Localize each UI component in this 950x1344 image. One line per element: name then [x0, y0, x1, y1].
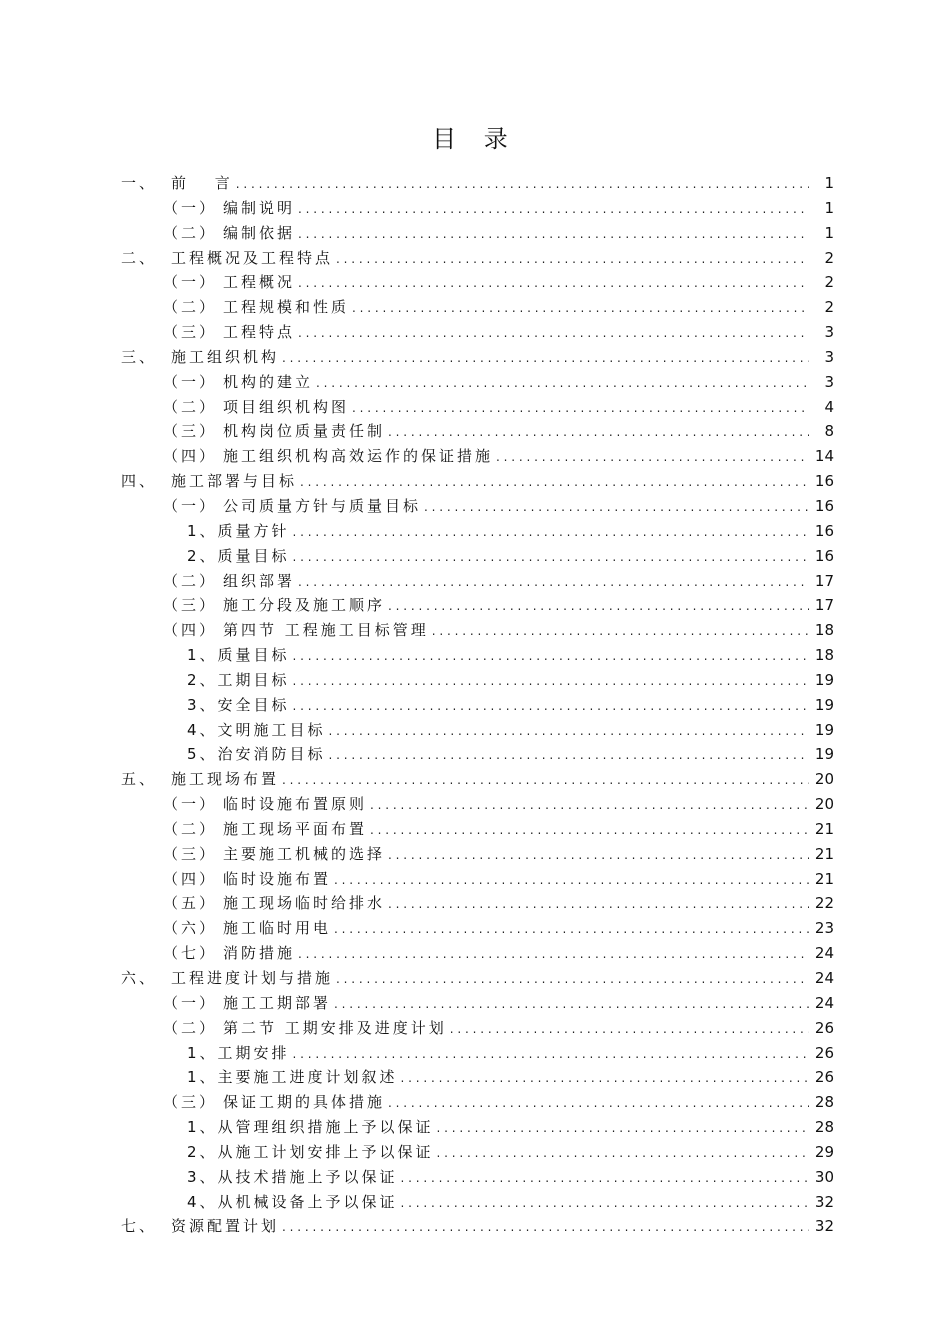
- toc-entry[interactable]: [121, 469, 834, 494]
- toc-entry-title: 编制依据: [223, 223, 296, 242]
- dot-leader: [401, 1066, 809, 1091]
- toc-entry[interactable]: [121, 693, 834, 718]
- toc-entry-page-number: 29: [814, 1142, 834, 1161]
- toc-entry-title: 5、治安消防目标: [187, 745, 326, 764]
- dot-leader: [388, 594, 809, 619]
- toc-entry-marker: （二）: [163, 571, 218, 590]
- toc-entry-marker: （一）: [163, 198, 218, 217]
- toc-entry-marker: （三）: [163, 422, 218, 441]
- toc-entry-page-number: 21: [814, 844, 834, 863]
- toc-entry-title: 施工临时用电: [223, 919, 332, 938]
- toc-entry[interactable]: [121, 916, 834, 941]
- toc-entry-title: 2、工期目标: [187, 670, 290, 689]
- dot-leader: [298, 321, 809, 346]
- toc-entry-page-number: 30: [814, 1167, 834, 1186]
- toc-entry-marker: （七）: [163, 944, 218, 963]
- toc-entry-page-number: 2: [824, 248, 834, 267]
- toc-entry-marker: （六）: [163, 919, 218, 938]
- dot-leader: [334, 992, 809, 1017]
- toc-entry-title: 施工现场临时给排水: [223, 894, 386, 913]
- toc-entry-marker: （二）: [163, 1018, 218, 1037]
- dot-leader: [316, 371, 809, 396]
- toc-entry[interactable]: [121, 246, 834, 271]
- toc-entry-title: 第四节 工程施工目标管理: [223, 621, 429, 640]
- toc-entry-marker: （三）: [163, 596, 218, 615]
- toc-entry-title: 工程特点: [223, 323, 296, 342]
- toc-entry-title: 保证工期的具体措施: [223, 1093, 386, 1112]
- dot-leader: [329, 719, 809, 744]
- toc-entry-title: 工程规模和性质: [223, 298, 350, 317]
- toc-entry-page-number: 19: [814, 720, 834, 739]
- toc-entry[interactable]: [121, 569, 834, 594]
- toc-entry-title: 2、质量目标: [187, 546, 290, 565]
- toc-entry-page-number: 21: [814, 819, 834, 838]
- toc-entry-title: 项目组织机构图: [223, 397, 350, 416]
- toc-entry-marker: （一）: [163, 273, 218, 292]
- toc-entry[interactable]: [121, 395, 834, 420]
- toc-entry-marker: 一、: [121, 174, 158, 192]
- toc-entry[interactable]: [121, 1016, 834, 1041]
- toc-entry[interactable]: [121, 171, 834, 196]
- toc-entry[interactable]: [121, 767, 834, 792]
- toc-entry-title: 1、质量目标: [187, 646, 290, 665]
- toc-entry[interactable]: [121, 1214, 834, 1239]
- toc-entry-marker: 三、: [121, 347, 158, 366]
- dot-leader: [352, 296, 809, 321]
- dot-leader: [352, 396, 809, 421]
- toc-entry[interactable]: [121, 1090, 834, 1115]
- toc-entry-marker: （三）: [163, 323, 218, 342]
- toc-entry-page-number: 26: [814, 1018, 834, 1037]
- toc-entry-page-number: 21: [814, 869, 834, 888]
- toc-entry[interactable]: [121, 295, 834, 320]
- dot-leader: [293, 669, 809, 694]
- toc-entry[interactable]: [121, 370, 834, 395]
- toc-entry-page-number: 18: [814, 646, 834, 665]
- toc-entry[interactable]: [121, 742, 834, 767]
- toc-title: 目 录: [432, 125, 518, 153]
- dot-leader: [336, 247, 809, 272]
- toc-entry-title: 施工分段及施工顺序: [223, 596, 386, 615]
- toc-entry[interactable]: [121, 320, 834, 345]
- dot-leader: [388, 892, 809, 917]
- table-of-contents: [121, 171, 834, 1239]
- toc-entry[interactable]: [121, 345, 834, 370]
- toc-entry-title: 机构岗位质量责任制: [223, 422, 386, 441]
- toc-entry-marker: （一）: [163, 795, 218, 814]
- dot-leader: [496, 445, 809, 470]
- toc-entry-title: 临时设施布置: [223, 869, 332, 888]
- toc-entry-page-number: 2: [824, 298, 834, 317]
- toc-entry-marker: 七、: [121, 1217, 158, 1236]
- toc-entry[interactable]: [121, 221, 834, 246]
- toc-entry[interactable]: [121, 618, 834, 643]
- toc-entry[interactable]: [121, 991, 834, 1016]
- toc-entry-page-number: 19: [814, 670, 834, 689]
- toc-entry-title: 工程概况及工程特点: [171, 248, 334, 267]
- toc-entry-marker: 六、: [121, 969, 158, 987]
- toc-entry-marker: （一）: [163, 372, 218, 391]
- dot-leader: [236, 172, 809, 197]
- toc-entry-page-number: 20: [814, 795, 834, 814]
- toc-entry-marker: （二）: [163, 819, 218, 838]
- toc-entry-page-number: 32: [814, 1192, 834, 1211]
- toc-entry-title: 前 言: [171, 174, 233, 192]
- toc-entry-marker: （五）: [163, 894, 218, 913]
- toc-entry-marker: （二）: [163, 298, 218, 317]
- toc-entry-title: 施工部署与目标: [171, 472, 298, 491]
- toc-entry-page-number: 1: [824, 223, 834, 242]
- toc-entry[interactable]: [121, 1140, 834, 1165]
- dot-leader: [293, 1042, 809, 1067]
- toc-entry-page-number: 8: [824, 422, 834, 441]
- toc-entry-title: 1、质量方针: [187, 521, 290, 540]
- toc-entry-title: 施工现场布置: [171, 770, 280, 789]
- dot-leader: [401, 1191, 809, 1216]
- toc-entry[interactable]: [121, 1065, 834, 1090]
- toc-entry-page-number: 3: [824, 347, 834, 366]
- dot-leader: [388, 420, 809, 445]
- toc-entry-marker: （三）: [163, 1093, 218, 1112]
- toc-entry-page-number: 4: [824, 397, 834, 416]
- toc-entry-page-number: 16: [814, 496, 834, 515]
- toc-entry-marker: 四、: [121, 472, 158, 491]
- toc-entry-page-number: 24: [814, 969, 834, 987]
- dot-leader: [334, 917, 809, 942]
- dot-leader: [401, 1166, 809, 1191]
- toc-entry-page-number: 28: [814, 1093, 834, 1112]
- toc-entry[interactable]: [121, 444, 834, 469]
- toc-entry-page-number: 16: [814, 521, 834, 540]
- dot-leader: [336, 967, 809, 992]
- toc-entry[interactable]: [121, 643, 834, 668]
- toc-entry-title: 1、从管理组织措施上予以保证: [187, 1118, 434, 1137]
- toc-entry-page-number: 26: [814, 1068, 834, 1087]
- toc-entry-marker: （二）: [163, 397, 218, 416]
- toc-entry[interactable]: [121, 494, 834, 519]
- dot-leader: [293, 644, 809, 669]
- dot-leader: [334, 868, 809, 893]
- toc-entry-page-number: 23: [814, 919, 834, 938]
- toc-entry-title: 第二节 工期安排及进度计划: [223, 1018, 447, 1037]
- toc-entry-page-number: 24: [814, 944, 834, 963]
- dot-leader: [370, 818, 809, 843]
- toc-entry-page-number: 16: [814, 472, 834, 491]
- toc-entry-title: 公司质量方针与质量目标: [223, 496, 422, 515]
- toc-entry[interactable]: [121, 270, 834, 295]
- dot-leader: [424, 495, 809, 520]
- toc-entry-title: 施工组织机构: [171, 347, 280, 366]
- toc-entry-page-number: 24: [814, 993, 834, 1012]
- dot-leader: [293, 545, 809, 570]
- dot-leader: [282, 346, 809, 371]
- toc-entry-title: 组织部署: [223, 571, 296, 590]
- toc-entry-page-number: 1: [824, 198, 834, 217]
- toc-entry-marker: （四）: [163, 447, 218, 466]
- dot-leader: [298, 570, 809, 595]
- dot-leader: [293, 694, 809, 719]
- toc-entry-title: 4、从机械设备上予以保证: [187, 1192, 398, 1211]
- toc-entry-title: 消防措施: [223, 944, 296, 963]
- toc-entry[interactable]: [121, 196, 834, 221]
- toc-entry-title: 3、安全目标: [187, 695, 290, 714]
- dot-leader: [388, 843, 809, 868]
- dot-leader: [282, 1215, 809, 1240]
- toc-entry[interactable]: [121, 891, 834, 916]
- toc-entry[interactable]: [121, 941, 834, 966]
- toc-entry-marker: 五、: [121, 770, 158, 789]
- toc-entry[interactable]: [121, 1190, 834, 1215]
- toc-entry-marker: （一）: [163, 496, 218, 515]
- toc-entry-page-number: 3: [824, 372, 834, 391]
- toc-entry[interactable]: [121, 519, 834, 544]
- toc-entry-title: 工程概况: [223, 273, 296, 292]
- toc-entry-marker: 二、: [121, 248, 158, 267]
- toc-entry-page-number: 18: [814, 621, 834, 640]
- toc-entry-marker: （一）: [163, 993, 218, 1012]
- toc-entry-title: 4、文明施工目标: [187, 720, 326, 739]
- dot-leader: [329, 743, 809, 768]
- toc-entry-title: 2、从施工计划安排上予以保证: [187, 1142, 434, 1161]
- toc-entry[interactable]: [121, 718, 834, 743]
- dot-leader: [432, 619, 809, 644]
- toc-entry-marker: （三）: [163, 844, 218, 863]
- toc-entry[interactable]: [121, 593, 834, 618]
- toc-entry-page-number: 19: [814, 745, 834, 764]
- toc-entry-title: 施工组织机构高效运作的保证措施: [223, 447, 494, 466]
- toc-entry[interactable]: [121, 966, 834, 991]
- toc-entry[interactable]: [121, 867, 834, 892]
- toc-entry-page-number: 32: [814, 1217, 834, 1236]
- toc-entry-title: 1、主要施工进度计划叙述: [187, 1068, 398, 1087]
- toc-entry-title: 机构的建立: [223, 372, 314, 391]
- toc-entry[interactable]: [121, 1115, 834, 1140]
- dot-leader: [298, 942, 809, 967]
- toc-entry-title: 临时设施布置原则: [223, 795, 368, 814]
- dot-leader: [298, 271, 809, 296]
- toc-entry[interactable]: [121, 544, 834, 569]
- toc-entry-title: 编制说明: [223, 198, 296, 217]
- toc-entry-title: 资源配置计划: [171, 1217, 280, 1236]
- toc-entry-page-number: 1: [824, 174, 834, 192]
- toc-entry-page-number: 17: [814, 596, 834, 615]
- dot-leader: [437, 1141, 809, 1166]
- toc-entry-title: 工程进度计划与措施: [171, 969, 334, 987]
- toc-entry-page-number: 28: [814, 1118, 834, 1137]
- dot-leader: [370, 793, 809, 818]
- dot-leader: [293, 520, 809, 545]
- toc-entry[interactable]: [121, 668, 834, 693]
- toc-entry-page-number: 3: [824, 323, 834, 342]
- toc-entry-page-number: 16: [814, 546, 834, 565]
- toc-entry-title: 施工现场平面布置: [223, 819, 368, 838]
- toc-entry-marker: （四）: [163, 869, 218, 888]
- toc-entry-title: 主要施工机械的选择: [223, 844, 386, 863]
- toc-entry-marker: （二）: [163, 223, 218, 242]
- dot-leader: [298, 197, 809, 222]
- dot-leader: [300, 470, 809, 495]
- dot-leader: [450, 1017, 809, 1042]
- toc-entry[interactable]: [121, 842, 834, 867]
- dot-leader: [282, 768, 809, 793]
- dot-leader: [437, 1116, 809, 1141]
- toc-entry-page-number: 20: [814, 770, 834, 789]
- toc-entry-page-number: 17: [814, 571, 834, 590]
- toc-entry-title: 施工工期部署: [223, 993, 332, 1012]
- toc-entry-page-number: 2: [824, 273, 834, 292]
- toc-entry-page-number: 19: [814, 695, 834, 714]
- toc-entry-marker: （四）: [163, 621, 218, 640]
- toc-entry-page-number: 22: [814, 894, 834, 913]
- toc-entry[interactable]: [121, 1041, 834, 1066]
- toc-entry-page-number: 26: [814, 1043, 834, 1062]
- toc-entry-title: 3、从技术措施上予以保证: [187, 1167, 398, 1186]
- dot-leader: [298, 222, 809, 247]
- toc-entry[interactable]: [121, 419, 834, 444]
- toc-entry-page-number: 14: [814, 447, 834, 466]
- toc-entry[interactable]: [121, 792, 834, 817]
- toc-entry-title: 1、工期安排: [187, 1043, 290, 1062]
- toc-entry[interactable]: [121, 817, 834, 842]
- dot-leader: [388, 1091, 809, 1116]
- toc-entry[interactable]: [121, 1165, 834, 1190]
